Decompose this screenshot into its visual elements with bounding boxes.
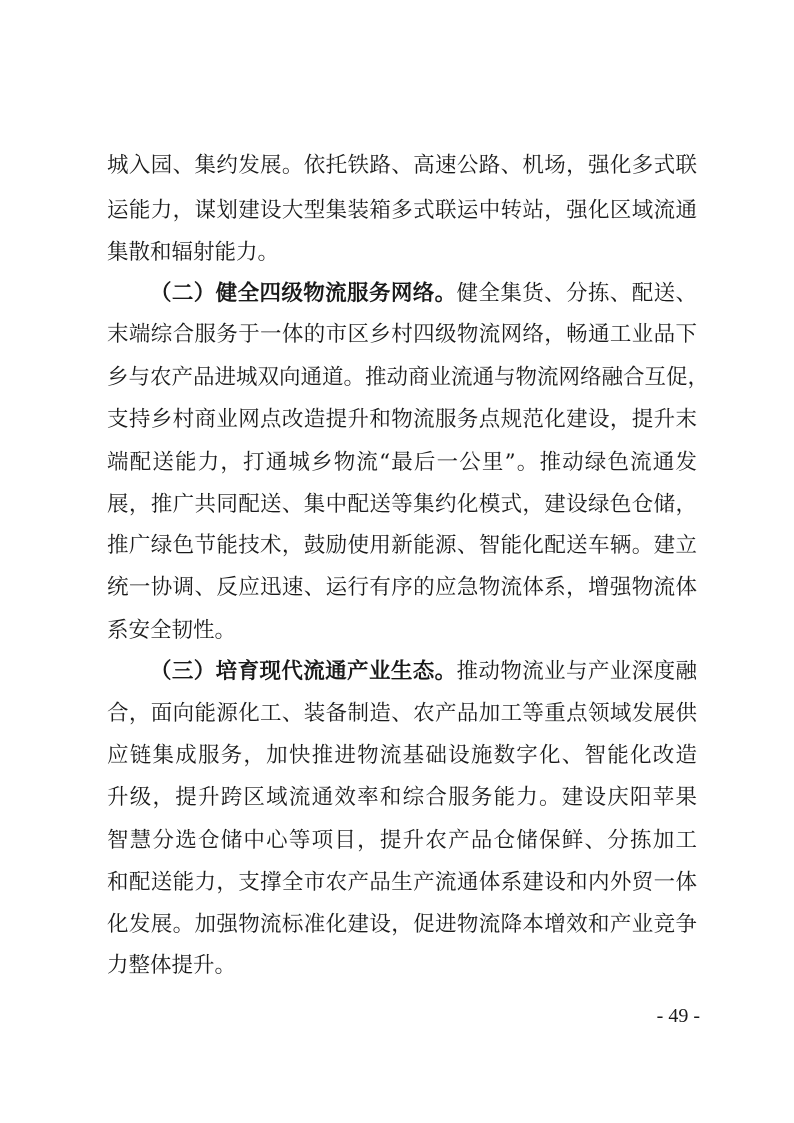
text-line: 集散和辐射能力。 — [107, 240, 280, 265]
text-line: 升级，提升跨区域流通效率和综合服务能力。建设庆阳苹果 — [107, 785, 697, 810]
text-line: 支持乡村商业网点改造提升和物流服务点规范化建设，提升末 — [107, 407, 697, 432]
text-line: 乡与农产品进城双向通道。推动商业流通与物流网络融合互促， — [107, 365, 710, 390]
section-2-text: 健全集货、分拣、配送、 — [456, 281, 697, 306]
text-line: 系安全韧性。 — [107, 618, 237, 643]
text-line: 合，面向能源化工、装备制造、农产品加工等重点领域发展供 — [107, 701, 697, 726]
text-line: 推广绿色节能技术，鼓励使用新能源、智能化配送车辆。建立 — [107, 533, 697, 558]
text-line: 城入园、集约发展。依托铁路、高速公路、机场，强化多式联 — [107, 153, 697, 178]
text-line: 展，推广共同配送、集中配送等集约化模式，建设绿色仓储， — [107, 492, 697, 517]
text-line: 运能力，谋划建设大型集装箱多式联运中转站，强化区域流通 — [107, 198, 697, 223]
text-line: 化发展。加强物流标准化建设，促进物流降本增效和产业竞争 — [107, 912, 697, 937]
section-3-first-line — [150, 652, 697, 692]
text-line: 和配送能力，支撑全市农产品生产流通体系建设和内外贸一体 — [107, 870, 697, 895]
section-3-heading: （三）培育现代流通产业生态。 — [150, 659, 457, 684]
section-2-heading: （二）健全四级物流服务网络。 — [150, 281, 457, 306]
text-line: 统一协调、反应迅速、运行有序的应急物流体系，增强物流体 — [107, 575, 697, 600]
section-2-first-line — [150, 274, 697, 314]
text-line: 端配送能力，打通城乡物流“最后一公里”。推动绿色流通发 — [107, 450, 697, 475]
text-line: 力整体提升。 — [107, 953, 237, 978]
text-line: 应链集成服务，加快推进物流基础设施数字化、智能化改造 — [107, 743, 697, 768]
text-line: 智慧分选仓储中心等项目，提升农产品仓储保鲜、分拣加工 — [107, 828, 697, 853]
page-number: - 49 - — [656, 1005, 700, 1027]
section-3-text: 推动物流业与产业深度融 — [456, 659, 697, 684]
text-line: 末端综合服务于一体的市区乡村四级物流网络，畅通工业品下 — [107, 322, 697, 347]
